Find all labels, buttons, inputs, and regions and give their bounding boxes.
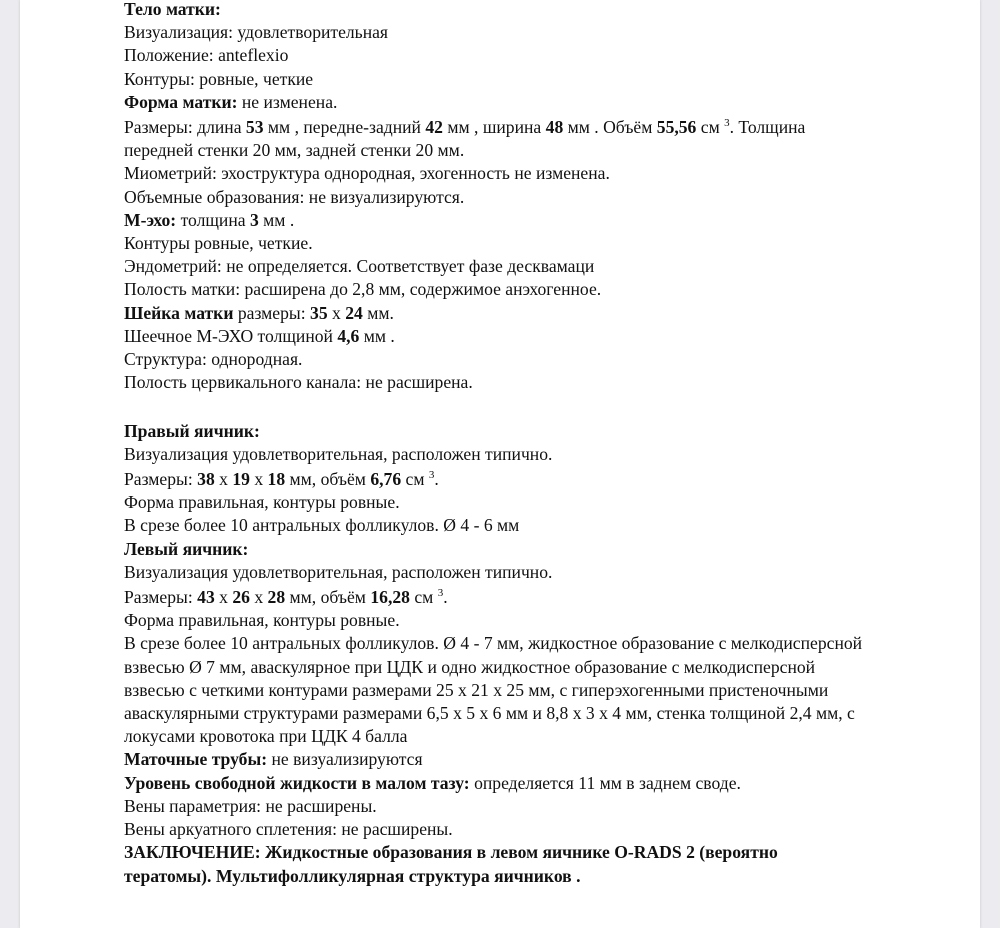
- left-ovary-findings-line: В срезе более 10 антральных фолликулов. Ø 4 - 7 мм, жидкостное образование с мелкодисперсной: [124, 633, 863, 654]
- arcuate-veins: Вены аркуатного сплетения: не расширены.: [124, 819, 453, 840]
- uterus-body-heading: Тело матки:: [124, 0, 221, 19]
- uterus-size: Размеры: длина 53 мм , передне-задний 42 мм , ширина 48 мм . Объём 55,56 см $^3$. Толщина: [124, 117, 806, 138]
- left-ovary-findings-line: взвесью с четкими контурами размерами 25 х 21 х 25 мм, с гиперэхогенными пристеночными: [124, 679, 829, 700]
- right-ovary-heading: Правый яичник:: [124, 420, 260, 441]
- uterus-position: Положение: anteflexio: [124, 45, 289, 66]
- report-body: [124, 0, 954, 888]
- left-ovary-size: Размеры: 43 х 26 х 28 мм, объём 16,28 см $^3$.: [124, 587, 448, 608]
- fallopian-tubes: Маточные трубы: не визуализируются: [124, 749, 423, 770]
- right-ovary-size: Размеры: 38 х 19 х 18 мм, объём 6,76 см $^3$.: [124, 469, 439, 490]
- parametrium-veins: Вены параметрия: не расширены.: [124, 795, 377, 816]
- spacer: [124, 394, 954, 417]
- conclusion-line: тератомы). Мультифолликулярная структура яичников .: [124, 865, 581, 886]
- endometrium: Эндометрий: не определяется. Соответствует фазе десквамаци: [124, 256, 595, 277]
- conclusion-line: ЗАКЛЮЧЕНИЕ: Жидкостные образования в левом яичнике O-RADS 2 (вероятно: [124, 842, 778, 863]
- cervix-m-echo: Шеечное М-ЭХО толщиной 4,6 мм .: [124, 325, 395, 346]
- right-ovary-visualization: Визуализация удовлетворительная, расположен типично.: [124, 443, 553, 464]
- right-ovary-shape: Форма правильная, контуры ровные.: [124, 492, 400, 513]
- uterus-visualization: Визуализация: удовлетворительная: [124, 22, 389, 43]
- uterus-masses: Объемные образования: не визуализируются.: [124, 186, 465, 207]
- uterus-wall-thickness: передней стенки 20 мм, задней стенки 20 мм.: [124, 140, 465, 161]
- left-ovary-visualization: Визуализация удовлетворительная, расположен типично.: [124, 561, 553, 582]
- uterine-cavity: Полость матки: расширена до 2,8 мм, содержимое анэхогенное.: [124, 279, 602, 300]
- left-ovary-findings-line: аваскулярными структурами размерами 6,5 х 5 х 6 мм и 8,8 х 3 х 4 мм, стенка толщиной 2,4 мм, с: [124, 703, 855, 724]
- cervix-structure: Структура: однородная.: [124, 349, 303, 370]
- m-echo: М-эхо: толщина 3 мм .: [124, 209, 295, 230]
- left-ovary-findings-line: локусами кровотока при ЦДК 4 балла: [124, 726, 408, 747]
- free-fluid: Уровень свободной жидкости в малом тазу: определяется 11 мм в заднем своде.: [124, 772, 741, 793]
- uterus-contours: Контуры: ровные, четкие: [124, 68, 314, 89]
- myometrium: Миометрий: эхоструктура однородная, эхогенность не изменена.: [124, 163, 610, 184]
- left-ovary-shape: Форма правильная, контуры ровные.: [124, 610, 400, 631]
- right-ovary-follicles: В срезе более 10 антральных фолликулов. Ø 4 - 6 мм: [124, 515, 520, 536]
- uterus-shape: Форма матки: не изменена.: [124, 91, 338, 112]
- left-ovary-findings-line: взвесью Ø 7 мм, аваскулярное при ЦДК и одно жидкостное образование с мелкодисперсной: [124, 656, 816, 677]
- left-ovary-heading: Левый яичник:: [124, 538, 249, 559]
- m-echo-contours: Контуры ровные, четкие.: [124, 233, 313, 254]
- cervix-size: Шейка матки размеры: 35 х 24 мм.: [124, 302, 394, 323]
- document-page: [20, 0, 980, 928]
- cervical-canal: Полость цервикального канала: не расширена.: [124, 372, 473, 393]
